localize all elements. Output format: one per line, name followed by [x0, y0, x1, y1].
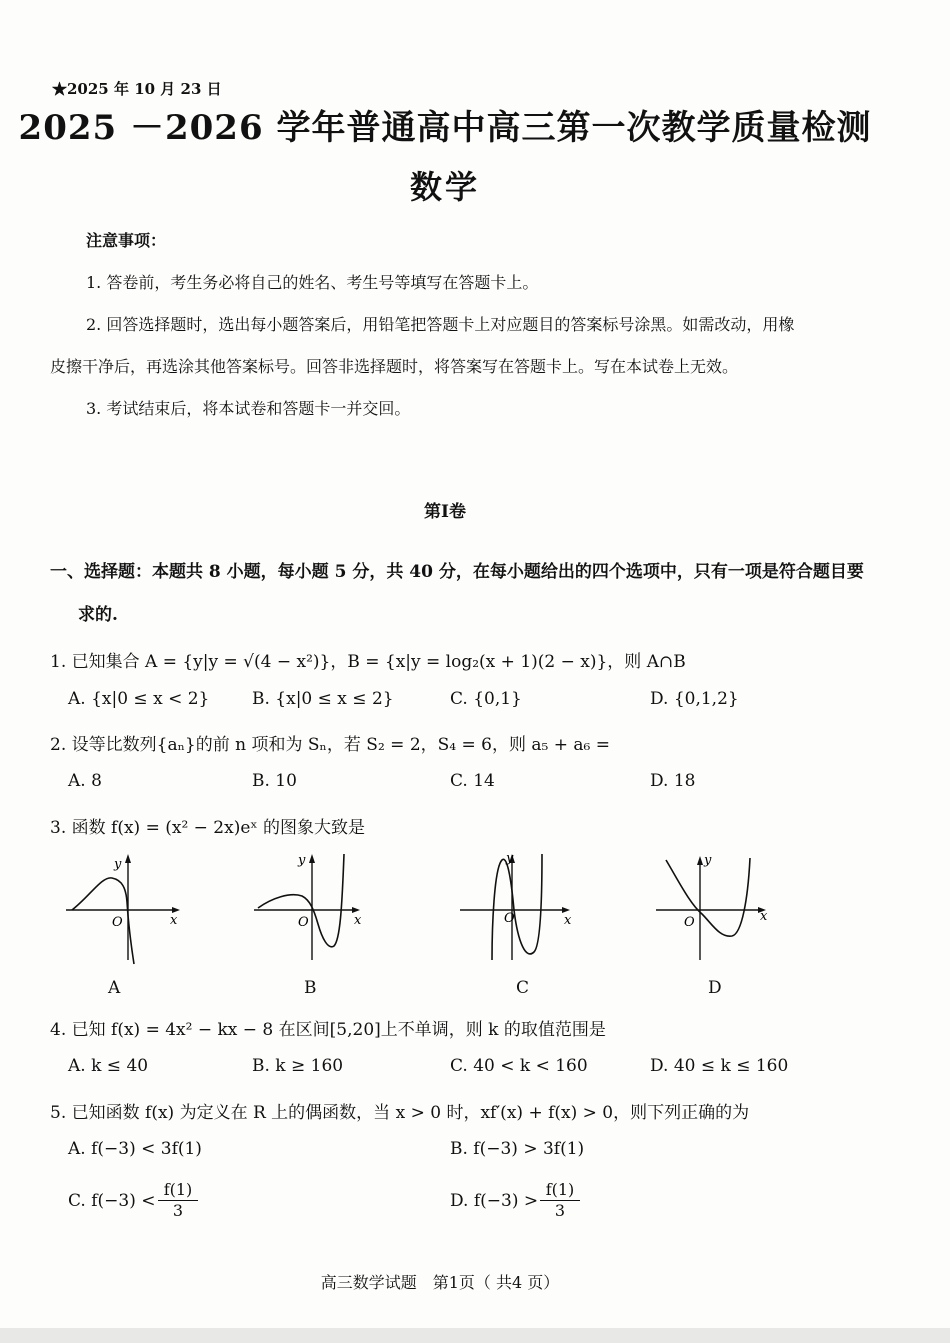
graph-a-x-label: x: [170, 913, 178, 928]
graph-d-label: D: [708, 978, 722, 998]
graph-d: [654, 848, 774, 968]
question-5-option-d: D. f(−3) >: [450, 1191, 539, 1211]
question-5-option-a: A. f(−3) < 3f(1): [68, 1139, 202, 1159]
graph-a-label: A: [108, 978, 121, 998]
graph-d-origin: O: [684, 915, 695, 930]
question-1-option-b: B. {x|0 ≤ x ≤ 2}: [252, 689, 394, 709]
graph-d-curve: [666, 858, 750, 936]
page-footer: 高三数学试题 第1页（ 共4 页）: [320, 1273, 560, 1292]
fraction-numerator: f(1): [540, 1180, 580, 1201]
question-4-option-c: C. 40 < k < 160: [450, 1056, 588, 1076]
exam-title: 2025 －2026 学年普通高中高三第一次教学质量检测: [18, 108, 872, 148]
question-1-option-d: D. {0,1,2}: [650, 689, 739, 709]
question-5-option-d-fraction: [540, 1180, 580, 1220]
fraction-denominator: 3: [172, 1201, 184, 1220]
graph-c-label: C: [516, 978, 530, 998]
section-heading: 一、选择题：本题共 8 小题，每小题 5 分，共 40 分，在每小题给出的四个选项中，只有一项是符合题目要: [50, 562, 864, 582]
graph-c-curve: [492, 854, 542, 960]
question-2-stem: 2. 设等比数列{aₙ}的前 n 项和为 Sₙ，若 S₂ = 2，S₄ = 6，则 a₅ + a₆ =: [50, 735, 610, 755]
graph-c: [458, 848, 578, 968]
graph-a-y-arrow: [125, 854, 131, 863]
question-2-option-c: C. 14: [450, 771, 495, 791]
graph-a-origin: O: [112, 915, 123, 930]
graph-b-x-label: x: [354, 913, 362, 928]
question-2-option-b: B. 10: [252, 771, 297, 791]
notice-item-2-cont: 皮擦干净后，再选涂其他答案标号。回答非选择题时，将答案写在答题卡上。写在本试卷上无效。: [50, 357, 739, 376]
graph-d-y-label: y: [704, 853, 712, 868]
graph-d-y-arrow: [697, 856, 703, 865]
exam-date: ★2025 年 10 月 23 日: [52, 80, 222, 98]
graph-b: [252, 848, 372, 968]
question-1-option-c: C. {0,1}: [450, 689, 522, 709]
question-4-stem: 4. 已知 f(x) = 4x² − kx − 8 在区间[5,20]上不单调，则 k 的取值范围是: [50, 1020, 606, 1040]
scan-bottom-edge: [0, 1328, 950, 1343]
question-5-stem: 5. 已知函数 f(x) 为定义在 R 上的偶函数，当 x > 0 时，xf′(x) + f(x) > 0，则下列正确的为: [50, 1103, 750, 1123]
question-4-option-d: D. 40 ≤ k ≤ 160: [650, 1056, 789, 1076]
question-1-stem: 1. 已知集合 A = {y|y = √(4 − x²)}，B = {x|y = log₂(x + 1)(2 − x)}，则 A∩B: [50, 652, 686, 672]
graph-a-y-label: y: [114, 857, 122, 872]
graph-a-curve: [72, 878, 134, 964]
section-heading-cont: 求的.: [78, 605, 118, 625]
question-4-option-b: B. k ≥ 160: [252, 1056, 344, 1076]
exam-subject: 数学: [409, 168, 480, 206]
notice-item-2: 2. 回答选择题时，选出每小题答案后，用铅笔把答题卡上对应题目的答案标号涂黑。如需改动，用橡: [86, 315, 795, 334]
fraction-denominator: 3: [554, 1201, 566, 1220]
question-4-option-a: A. k ≤ 40: [68, 1056, 149, 1076]
graph-b-y-label: y: [298, 853, 306, 868]
graph-b-label: B: [304, 978, 317, 998]
question-2-option-a: A. 8: [68, 771, 102, 791]
fraction-numerator: f(1): [158, 1180, 198, 1201]
graph-b-y-arrow: [309, 854, 315, 863]
graph-c-y-label: y: [506, 851, 514, 866]
graph-c-origin: O: [504, 911, 515, 926]
graph-a: [64, 848, 184, 968]
notice-item-3: 3. 考试结束后，将本试卷和答题卡一并交回。: [86, 399, 411, 418]
graph-c-x-label: x: [564, 913, 572, 928]
notice-heading: 注意事项：: [86, 231, 167, 250]
graph-d-x-label: x: [760, 909, 768, 924]
question-3-stem: 3. 函数 f(x) = (x² − 2x)eˣ 的图象大致是: [50, 818, 366, 838]
question-5-option-c-fraction: [158, 1180, 198, 1220]
question-5-option-b: B. f(−3) > 3f(1): [450, 1139, 585, 1159]
question-5-option-c: C. f(−3) <: [68, 1191, 156, 1211]
notice-item-1: 1. 答卷前，考生务必将自己的姓名、考生号等填写在答题卡上。: [86, 273, 539, 292]
graph-b-origin: O: [298, 915, 309, 930]
question-1-option-a: A. {x|0 ≤ x < 2}: [68, 689, 210, 709]
part-title: 第Ⅰ卷: [424, 502, 466, 522]
question-2-option-d: D. 18: [650, 771, 696, 791]
